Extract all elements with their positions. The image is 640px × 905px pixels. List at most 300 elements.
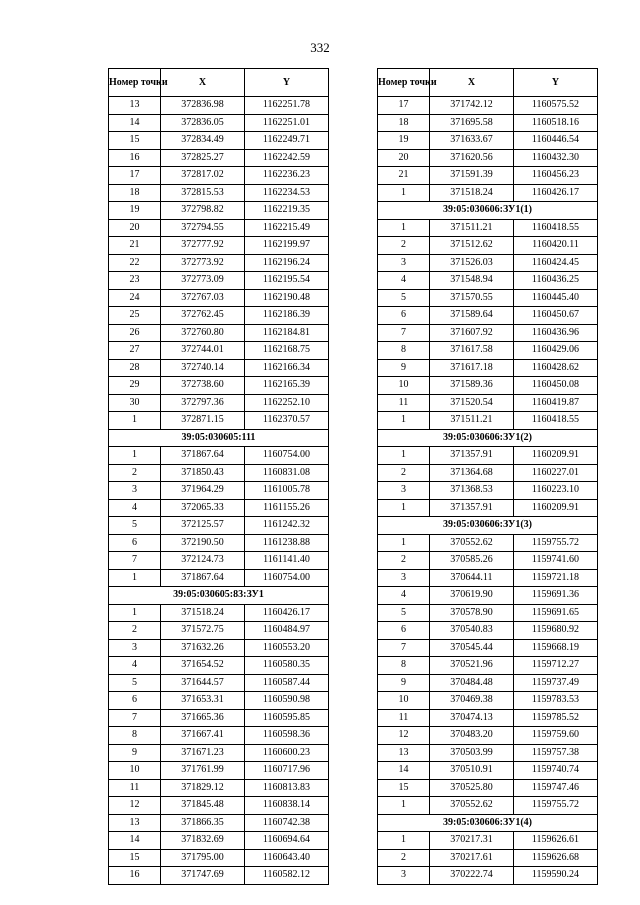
x-coordinate-cell: 370545.44 — [430, 639, 514, 657]
x-coordinate-cell: 372065.33 — [161, 499, 245, 517]
y-coordinate-cell: 1160717.96 — [245, 762, 329, 780]
point-number-cell: 3 — [378, 867, 430, 885]
table-row — [109, 114, 329, 132]
x-coordinate-cell: 370222.74 — [430, 867, 514, 885]
point-number-cell: 16 — [109, 149, 161, 167]
point-number-cell: 5 — [378, 289, 430, 307]
point-number-cell: 2 — [378, 237, 430, 255]
table-row — [109, 377, 329, 395]
y-coordinate-cell: 1162184.81 — [245, 324, 329, 342]
point-number-cell: 8 — [378, 342, 430, 360]
parcel-section-row — [378, 429, 598, 447]
x-coordinate-cell: 371832.69 — [161, 832, 245, 850]
y-coordinate-cell: 1162199.97 — [245, 237, 329, 255]
x-coordinate-cell: 372815.53 — [161, 184, 245, 202]
parcel-section-row — [109, 587, 329, 605]
point-number-cell: 10 — [378, 692, 430, 710]
y-coordinate-cell: 1160582.12 — [245, 867, 329, 885]
table-row — [109, 447, 329, 465]
point-number-cell: 10 — [109, 762, 161, 780]
x-coordinate-cell: 371589.36 — [430, 377, 514, 395]
y-coordinate-cell: 1162190.48 — [245, 289, 329, 307]
x-coordinate-cell: 370483.20 — [430, 727, 514, 745]
y-coordinate-cell: 1160590.98 — [245, 692, 329, 710]
point-number-cell: 13 — [109, 97, 161, 115]
point-number-cell: 7 — [109, 552, 161, 570]
x-coordinate-cell: 372744.01 — [161, 342, 245, 360]
y-coordinate-cell: 1161238.88 — [245, 534, 329, 552]
y-coordinate-cell: 1160553.20 — [245, 639, 329, 657]
point-number-cell: 2 — [378, 552, 430, 570]
x-coordinate-cell: 372798.82 — [161, 202, 245, 220]
point-number-cell: 3 — [378, 569, 430, 587]
x-coordinate-cell: 370525.80 — [430, 779, 514, 797]
y-coordinate-cell: 1162215.49 — [245, 219, 329, 237]
x-coordinate-cell: 371620.56 — [430, 149, 514, 167]
x-coordinate-cell: 372124.73 — [161, 552, 245, 570]
y-coordinate-cell: 1160838.14 — [245, 797, 329, 815]
header-point-number: Номер точки — [378, 69, 430, 97]
header-point-number: Номер точки — [109, 69, 161, 97]
table-row — [378, 464, 598, 482]
x-coordinate-cell: 372740.14 — [161, 359, 245, 377]
y-coordinate-cell: 1162252.10 — [245, 394, 329, 412]
table-row — [109, 219, 329, 237]
table-row — [378, 744, 598, 762]
y-coordinate-cell: 1161242.32 — [245, 517, 329, 535]
table-row — [109, 692, 329, 710]
coordinates-table-right — [377, 68, 598, 885]
point-number-cell: 18 — [109, 184, 161, 202]
x-coordinate-cell: 371511.21 — [430, 412, 514, 430]
x-coordinate-cell: 371653.31 — [161, 692, 245, 710]
table-row — [378, 797, 598, 815]
table-row — [109, 674, 329, 692]
x-coordinate-cell: 371357.91 — [430, 499, 514, 517]
point-number-cell: 6 — [378, 307, 430, 325]
x-coordinate-cell: 371867.64 — [161, 569, 245, 587]
point-number-cell: 21 — [378, 167, 430, 185]
point-number-cell: 1 — [378, 184, 430, 202]
point-number-cell: 1 — [378, 499, 430, 517]
point-number-cell: 2 — [378, 464, 430, 482]
point-number-cell: 13 — [378, 744, 430, 762]
table-row — [109, 517, 329, 535]
table-row — [109, 744, 329, 762]
x-coordinate-cell: 372797.36 — [161, 394, 245, 412]
point-number-cell: 6 — [378, 622, 430, 640]
y-coordinate-cell: 1162219.35 — [245, 202, 329, 220]
table-row — [109, 412, 329, 430]
x-coordinate-cell: 370217.61 — [430, 849, 514, 867]
x-coordinate-cell: 371747.69 — [161, 867, 245, 885]
point-number-cell: 21 — [109, 237, 161, 255]
x-coordinate-cell: 371695.58 — [430, 114, 514, 132]
y-coordinate-cell: 1159747.46 — [514, 779, 598, 797]
x-coordinate-cell: 370469.38 — [430, 692, 514, 710]
x-coordinate-cell: 371632.26 — [161, 639, 245, 657]
point-number-cell: 2 — [109, 464, 161, 482]
point-number-cell: 4 — [378, 587, 430, 605]
x-coordinate-cell: 372836.05 — [161, 114, 245, 132]
x-coordinate-cell: 371644.57 — [161, 674, 245, 692]
y-coordinate-cell: 1162168.75 — [245, 342, 329, 360]
point-number-cell: 18 — [378, 114, 430, 132]
table-row — [378, 254, 598, 272]
point-number-cell: 9 — [109, 744, 161, 762]
y-coordinate-cell: 1160429.06 — [514, 342, 598, 360]
x-coordinate-cell: 371867.64 — [161, 447, 245, 465]
x-coordinate-cell: 371850.43 — [161, 464, 245, 482]
table-row — [378, 342, 598, 360]
parcel-section-row — [109, 429, 329, 447]
x-coordinate-cell: 371364.68 — [430, 464, 514, 482]
y-coordinate-cell: 1160428.62 — [514, 359, 598, 377]
y-coordinate-cell: 1159668.19 — [514, 639, 598, 657]
y-coordinate-cell: 1162236.23 — [245, 167, 329, 185]
table-row — [109, 849, 329, 867]
y-coordinate-cell: 1160598.36 — [245, 727, 329, 745]
point-number-cell: 8 — [109, 727, 161, 745]
point-number-cell: 15 — [109, 849, 161, 867]
table-row — [378, 552, 598, 570]
point-number-cell: 1 — [378, 219, 430, 237]
y-coordinate-cell: 1162196.24 — [245, 254, 329, 272]
table-row — [378, 849, 598, 867]
x-coordinate-cell: 372817.02 — [161, 167, 245, 185]
y-coordinate-cell: 1162166.34 — [245, 359, 329, 377]
y-coordinate-cell: 1160754.00 — [245, 447, 329, 465]
point-number-cell: 8 — [378, 657, 430, 675]
x-coordinate-cell: 372767.03 — [161, 289, 245, 307]
y-coordinate-cell: 1160432.30 — [514, 149, 598, 167]
x-coordinate-cell: 372871.15 — [161, 412, 245, 430]
y-coordinate-cell: 1162234.53 — [245, 184, 329, 202]
x-coordinate-cell: 370540.83 — [430, 622, 514, 640]
point-number-cell: 26 — [109, 324, 161, 342]
table-row — [109, 167, 329, 185]
x-coordinate-cell: 370484.48 — [430, 674, 514, 692]
point-number-cell: 4 — [109, 657, 161, 675]
table-row — [378, 149, 598, 167]
parcel-cadastral-number: 39:05:030605:111 — [109, 429, 329, 447]
y-coordinate-cell: 1160518.16 — [514, 114, 598, 132]
point-number-cell: 20 — [109, 219, 161, 237]
point-number-cell: 5 — [378, 604, 430, 622]
y-coordinate-cell: 1160484.97 — [245, 622, 329, 640]
point-number-cell: 5 — [109, 674, 161, 692]
table-row — [378, 587, 598, 605]
table-row — [378, 324, 598, 342]
point-number-cell: 19 — [378, 132, 430, 150]
point-number-cell: 1 — [378, 534, 430, 552]
y-coordinate-cell: 1162251.78 — [245, 97, 329, 115]
y-coordinate-cell: 1160209.91 — [514, 499, 598, 517]
table-row — [378, 167, 598, 185]
table-row — [378, 289, 598, 307]
table-row — [378, 657, 598, 675]
y-coordinate-cell: 1159785.52 — [514, 709, 598, 727]
x-coordinate-cell: 371742.12 — [430, 97, 514, 115]
y-coordinate-cell: 1159737.49 — [514, 674, 598, 692]
table-row — [378, 307, 598, 325]
y-coordinate-cell: 1160446.54 — [514, 132, 598, 150]
y-coordinate-cell: 1162370.57 — [245, 412, 329, 430]
y-coordinate-cell: 1159755.72 — [514, 797, 598, 815]
y-coordinate-cell: 1160223.10 — [514, 482, 598, 500]
parcel-section-row — [378, 517, 598, 535]
point-number-cell: 9 — [378, 674, 430, 692]
table-row — [109, 867, 329, 885]
table-row — [109, 727, 329, 745]
y-coordinate-cell: 1160426.17 — [514, 184, 598, 202]
x-coordinate-cell: 370510.91 — [430, 762, 514, 780]
table-row — [378, 674, 598, 692]
x-coordinate-cell: 370503.99 — [430, 744, 514, 762]
point-number-cell: 19 — [109, 202, 161, 220]
table-row — [109, 832, 329, 850]
point-number-cell: 3 — [378, 254, 430, 272]
y-coordinate-cell: 1159626.61 — [514, 832, 598, 850]
table-row — [378, 482, 598, 500]
table-row — [109, 97, 329, 115]
y-coordinate-cell: 1160600.23 — [245, 744, 329, 762]
y-coordinate-cell: 1159783.53 — [514, 692, 598, 710]
table-row — [378, 237, 598, 255]
point-number-cell: 9 — [378, 359, 430, 377]
point-number-cell: 7 — [378, 639, 430, 657]
x-coordinate-cell: 371512.62 — [430, 237, 514, 255]
x-coordinate-cell: 371829.12 — [161, 779, 245, 797]
table-row — [109, 464, 329, 482]
table-row — [109, 307, 329, 325]
x-coordinate-cell: 371368.53 — [430, 482, 514, 500]
table-row — [378, 132, 598, 150]
table-header-row — [378, 69, 598, 97]
y-coordinate-cell: 1159757.38 — [514, 744, 598, 762]
point-number-cell: 1 — [109, 569, 161, 587]
y-coordinate-cell: 1160424.45 — [514, 254, 598, 272]
y-coordinate-cell: 1159626.68 — [514, 849, 598, 867]
point-number-cell: 1 — [109, 412, 161, 430]
x-coordinate-cell: 371589.64 — [430, 307, 514, 325]
point-number-cell: 23 — [109, 272, 161, 290]
y-coordinate-cell: 1162251.01 — [245, 114, 329, 132]
y-coordinate-cell: 1160445.40 — [514, 289, 598, 307]
x-coordinate-cell: 371667.41 — [161, 727, 245, 745]
point-number-cell: 14 — [109, 114, 161, 132]
point-number-cell: 4 — [109, 499, 161, 517]
point-number-cell: 14 — [109, 832, 161, 850]
table-row — [109, 779, 329, 797]
table-row — [109, 272, 329, 290]
x-coordinate-cell: 371518.24 — [430, 184, 514, 202]
x-coordinate-cell: 370578.90 — [430, 604, 514, 622]
x-coordinate-cell: 371548.94 — [430, 272, 514, 290]
x-coordinate-cell: 371570.55 — [430, 289, 514, 307]
y-coordinate-cell: 1162249.71 — [245, 132, 329, 150]
point-number-cell: 12 — [378, 727, 430, 745]
y-coordinate-cell: 1159691.65 — [514, 604, 598, 622]
table-row — [109, 552, 329, 570]
table-row — [109, 604, 329, 622]
table-row — [109, 359, 329, 377]
x-coordinate-cell: 371607.92 — [430, 324, 514, 342]
y-coordinate-cell: 1162186.39 — [245, 307, 329, 325]
x-coordinate-cell: 372794.55 — [161, 219, 245, 237]
y-coordinate-cell: 1159712.27 — [514, 657, 598, 675]
point-number-cell: 12 — [109, 797, 161, 815]
table-row — [378, 604, 598, 622]
point-number-cell: 25 — [109, 307, 161, 325]
y-coordinate-cell: 1159691.36 — [514, 587, 598, 605]
table-row — [378, 534, 598, 552]
x-coordinate-cell: 372762.45 — [161, 307, 245, 325]
parcel-section-row — [378, 202, 598, 220]
x-coordinate-cell: 372777.92 — [161, 237, 245, 255]
table-row — [378, 762, 598, 780]
point-number-cell: 11 — [109, 779, 161, 797]
x-coordinate-cell: 372773.92 — [161, 254, 245, 272]
y-coordinate-cell: 1160643.40 — [245, 849, 329, 867]
table-row — [109, 657, 329, 675]
parcel-cadastral-number: 39:05:030606:ЗУ1(4) — [378, 814, 598, 832]
point-number-cell: 14 — [378, 762, 430, 780]
point-number-cell: 1 — [378, 797, 430, 815]
y-coordinate-cell: 1160831.08 — [245, 464, 329, 482]
point-number-cell: 13 — [109, 814, 161, 832]
x-coordinate-cell: 371761.99 — [161, 762, 245, 780]
y-coordinate-cell: 1160418.55 — [514, 219, 598, 237]
parcel-cadastral-number: 39:05:030606:ЗУ1(3) — [378, 517, 598, 535]
table-row — [109, 762, 329, 780]
x-coordinate-cell: 372190.50 — [161, 534, 245, 552]
y-coordinate-cell: 1159755.72 — [514, 534, 598, 552]
table-row — [109, 342, 329, 360]
point-number-cell: 29 — [109, 377, 161, 395]
table-row — [378, 377, 598, 395]
table-row — [109, 149, 329, 167]
y-coordinate-cell: 1160694.64 — [245, 832, 329, 850]
table-row — [109, 482, 329, 500]
x-coordinate-cell: 370585.26 — [430, 552, 514, 570]
y-coordinate-cell: 1160227.01 — [514, 464, 598, 482]
table-row — [378, 832, 598, 850]
point-number-cell: 1 — [378, 832, 430, 850]
table-row — [109, 394, 329, 412]
y-coordinate-cell: 1160580.35 — [245, 657, 329, 675]
point-number-cell: 4 — [378, 272, 430, 290]
table-row — [109, 797, 329, 815]
point-number-cell: 15 — [378, 779, 430, 797]
table-row — [109, 709, 329, 727]
x-coordinate-cell: 371520.54 — [430, 394, 514, 412]
point-number-cell: 6 — [109, 692, 161, 710]
table-row — [109, 324, 329, 342]
y-coordinate-cell: 1160813.83 — [245, 779, 329, 797]
table-row — [109, 569, 329, 587]
header-x: X — [430, 69, 514, 97]
y-coordinate-cell: 1162165.39 — [245, 377, 329, 395]
table-row — [378, 114, 598, 132]
point-number-cell: 22 — [109, 254, 161, 272]
table-row — [378, 727, 598, 745]
x-coordinate-cell: 370644.11 — [430, 569, 514, 587]
table-row — [378, 219, 598, 237]
table-row — [378, 97, 598, 115]
point-number-cell: 17 — [109, 167, 161, 185]
y-coordinate-cell: 1160754.00 — [245, 569, 329, 587]
x-coordinate-cell: 370619.90 — [430, 587, 514, 605]
x-coordinate-cell: 372834.49 — [161, 132, 245, 150]
table-row — [378, 779, 598, 797]
table-row — [109, 202, 329, 220]
x-coordinate-cell: 371511.21 — [430, 219, 514, 237]
point-number-cell: 6 — [109, 534, 161, 552]
y-coordinate-cell: 1160587.44 — [245, 674, 329, 692]
y-coordinate-cell: 1160595.85 — [245, 709, 329, 727]
point-number-cell: 16 — [109, 867, 161, 885]
table-row — [378, 359, 598, 377]
point-number-cell: 10 — [378, 377, 430, 395]
x-coordinate-cell: 371357.91 — [430, 447, 514, 465]
x-coordinate-cell: 371572.75 — [161, 622, 245, 640]
y-coordinate-cell: 1160426.17 — [245, 604, 329, 622]
y-coordinate-cell: 1160575.52 — [514, 97, 598, 115]
x-coordinate-cell: 371617.18 — [430, 359, 514, 377]
x-coordinate-cell: 372825.27 — [161, 149, 245, 167]
x-coordinate-cell: 371795.00 — [161, 849, 245, 867]
x-coordinate-cell: 371866.35 — [161, 814, 245, 832]
y-coordinate-cell: 1160436.25 — [514, 272, 598, 290]
point-number-cell: 2 — [109, 622, 161, 640]
parcel-section-row — [378, 814, 598, 832]
point-number-cell: 11 — [378, 394, 430, 412]
y-coordinate-cell: 1159680.92 — [514, 622, 598, 640]
point-number-cell: 20 — [378, 149, 430, 167]
x-coordinate-cell: 371964.29 — [161, 482, 245, 500]
y-coordinate-cell: 1160456.23 — [514, 167, 598, 185]
table-row — [378, 394, 598, 412]
x-coordinate-cell: 370521.96 — [430, 657, 514, 675]
point-number-cell: 3 — [109, 482, 161, 500]
y-coordinate-cell: 1160418.55 — [514, 412, 598, 430]
parcel-cadastral-number: 39:05:030605:83:ЗУ1 — [109, 587, 329, 605]
table-row — [109, 534, 329, 552]
x-coordinate-cell: 372773.09 — [161, 272, 245, 290]
x-coordinate-cell: 371591.39 — [430, 167, 514, 185]
header-y: Y — [514, 69, 598, 97]
table-row — [378, 692, 598, 710]
y-coordinate-cell: 1160209.91 — [514, 447, 598, 465]
table-row — [109, 184, 329, 202]
header-x: X — [161, 69, 245, 97]
point-number-cell: 7 — [109, 709, 161, 727]
x-coordinate-cell: 370552.62 — [430, 797, 514, 815]
point-number-cell: 1 — [109, 604, 161, 622]
table-row — [378, 184, 598, 202]
point-number-cell: 28 — [109, 359, 161, 377]
y-coordinate-cell: 1160419.87 — [514, 394, 598, 412]
point-number-cell: 7 — [378, 324, 430, 342]
x-coordinate-cell: 371526.03 — [430, 254, 514, 272]
x-coordinate-cell: 370474.13 — [430, 709, 514, 727]
point-number-cell: 3 — [109, 639, 161, 657]
point-number-cell: 5 — [109, 517, 161, 535]
point-number-cell: 17 — [378, 97, 430, 115]
x-coordinate-cell: 370552.62 — [430, 534, 514, 552]
x-coordinate-cell: 372836.98 — [161, 97, 245, 115]
